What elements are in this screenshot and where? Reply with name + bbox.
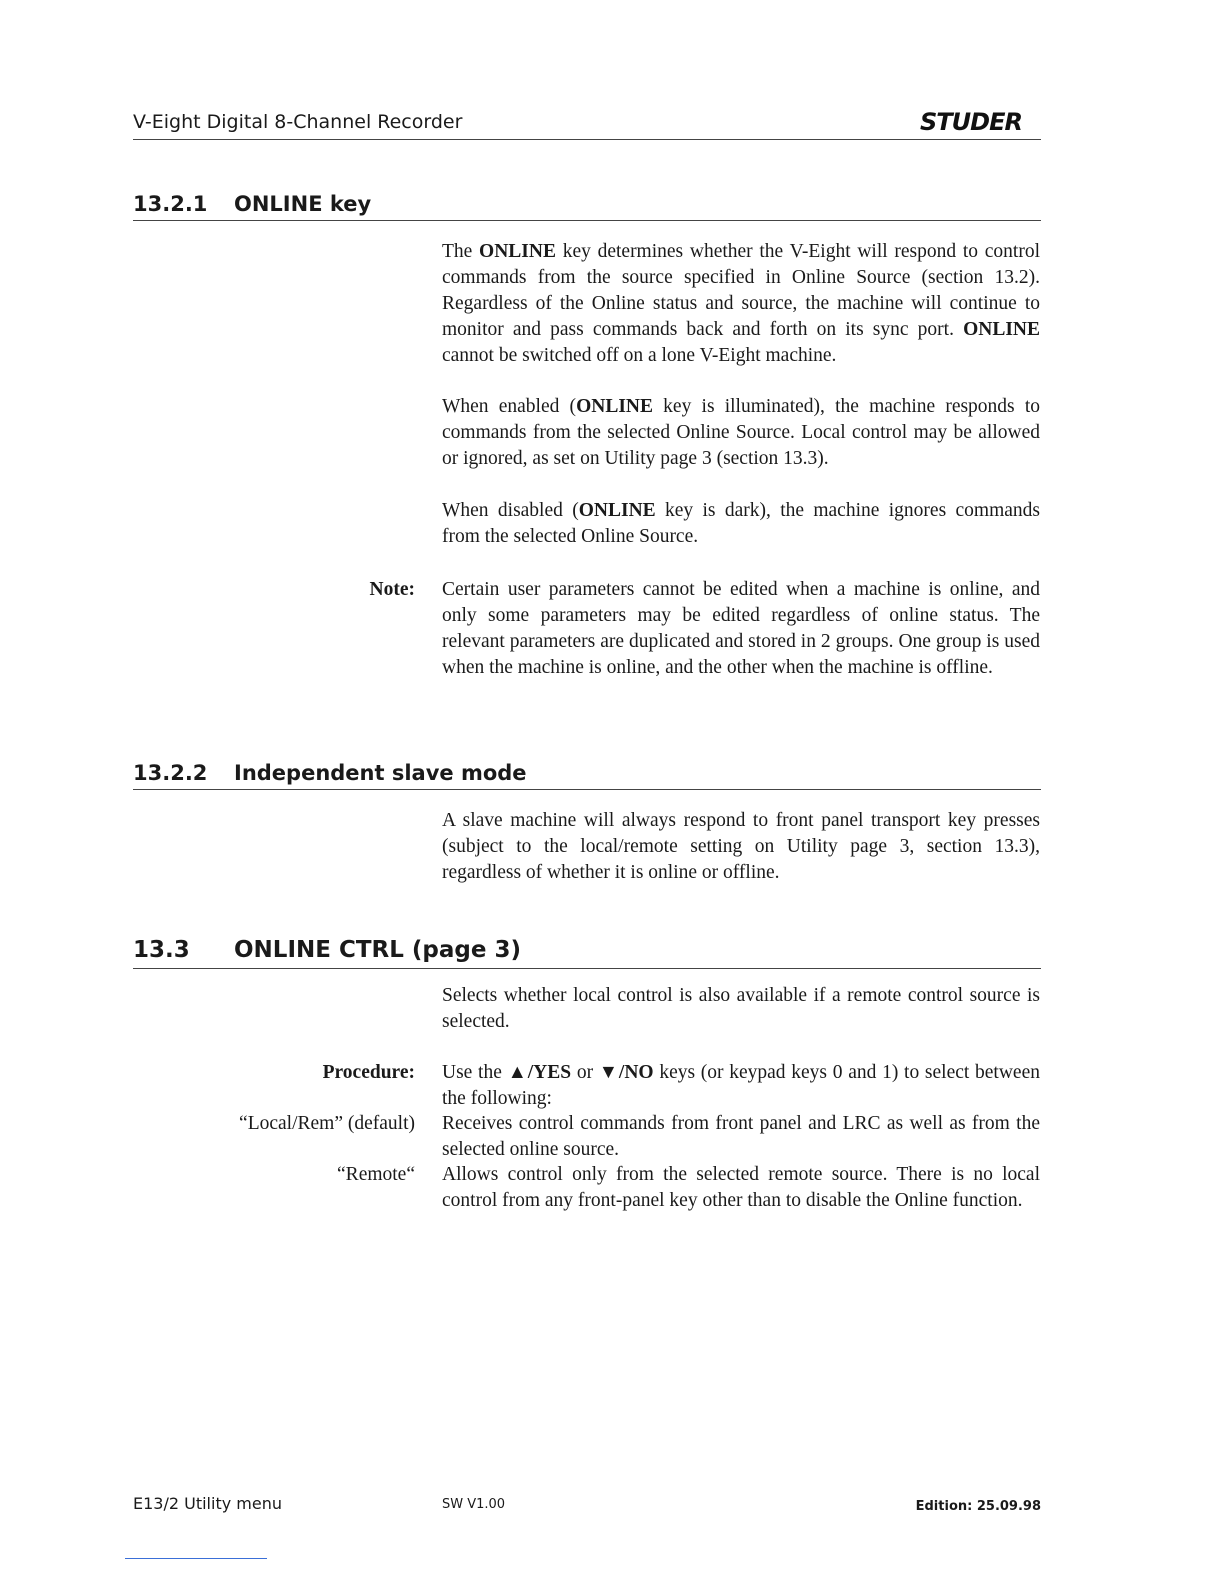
section-title: ONLINE key [234,192,372,216]
text-run: Use the [442,1062,508,1083]
section-number: 13.2.1 [133,192,208,216]
option-text-remote: Allows control only from the selected remote source. There is no local control from any front-panel key other than to disable the Online function. [442,1164,1040,1211]
text-run: When disabled ( [442,500,579,521]
online-key-name: ONLINE [578,500,656,521]
note-text: Certain user parameters cannot be edited when a machine is online, and only some parameters may be edited regardless of online status. The relevant parameters are duplicated and stored in 2 groups. One group is used when the machine is online, and the other when the machine is offline. [442,579,1040,678]
text-run: cannot be switched off on a lone V-Eight machine. [442,345,837,366]
online-key-name: ONLINE [479,241,556,262]
paragraph [442,394,1040,472]
section-title: ONLINE CTRL (page 3) [234,937,522,963]
procedure-text [442,1060,1040,1112]
text-run: key is dark), the machine ignores commands from the selected Online Source. [442,500,1040,547]
paragraph [442,498,1040,550]
header-title: V-Eight Digital 8-Channel Recorder [133,111,463,133]
online-key-name: ONLINE [963,319,1040,340]
section-rule [133,220,1041,221]
no-key-name: ▼/NO [598,1062,654,1083]
text-run: or [571,1062,599,1083]
paragraph [442,239,1040,369]
text-run: keys (or keypad keys 0 and 1) to select between the following: [442,1062,1040,1109]
header-rule [133,139,1041,140]
studer-logo [920,109,1042,140]
yes-key-name: ▲/YES [507,1062,572,1083]
bottom-rule [125,1558,267,1559]
paragraph: Selects whether local control is also available if a remote control source is selected. [442,985,1040,1032]
section-title: Independent slave mode [234,761,527,785]
online-key-name: ONLINE [576,396,653,417]
brand-text: STUDER [920,109,1022,135]
text-run: The [442,241,480,262]
section-number: 13.2.2 [133,761,208,785]
section-rule [133,968,1041,969]
section-number: 13.3 [133,937,190,963]
footer-software-version: SW V1.00 [442,1497,506,1512]
procedure-label: Procedure: [322,1062,415,1083]
text-run: When enabled ( [442,396,577,417]
option-text-local-rem: Receives control commands from front panel and LRC as well as from the selected online source. [442,1113,1040,1160]
option-label-local-rem: “Local/Rem” (default) [239,1113,415,1134]
footer-page-ref: E13/2 Utility menu [133,1494,282,1513]
text-run: key is illuminated), the machine responds to commands from the selected Online Source. Local control may be allowed or ignored, as set on Utility page 3 (section 13.3). [442,396,1041,469]
footer-edition: Edition: 25.09.98 [915,1499,1041,1514]
text-run: key determines whether the V-Eight will respond to control commands from the source specified in Online Source (section 13.2). Regardless of the Online status and source, the machine will continue to monitor and pass commands back and forth on its sync port. [442,241,1040,340]
note-label: Note: [369,579,415,600]
section-rule [133,789,1041,790]
option-label-remote: “Remote“ [337,1164,415,1185]
paragraph: A slave machine will always respond to front panel transport key presses (subject to the local/remote setting on Utility page 3, section 13.3), regardless of whether it is online or offline. [442,810,1040,883]
